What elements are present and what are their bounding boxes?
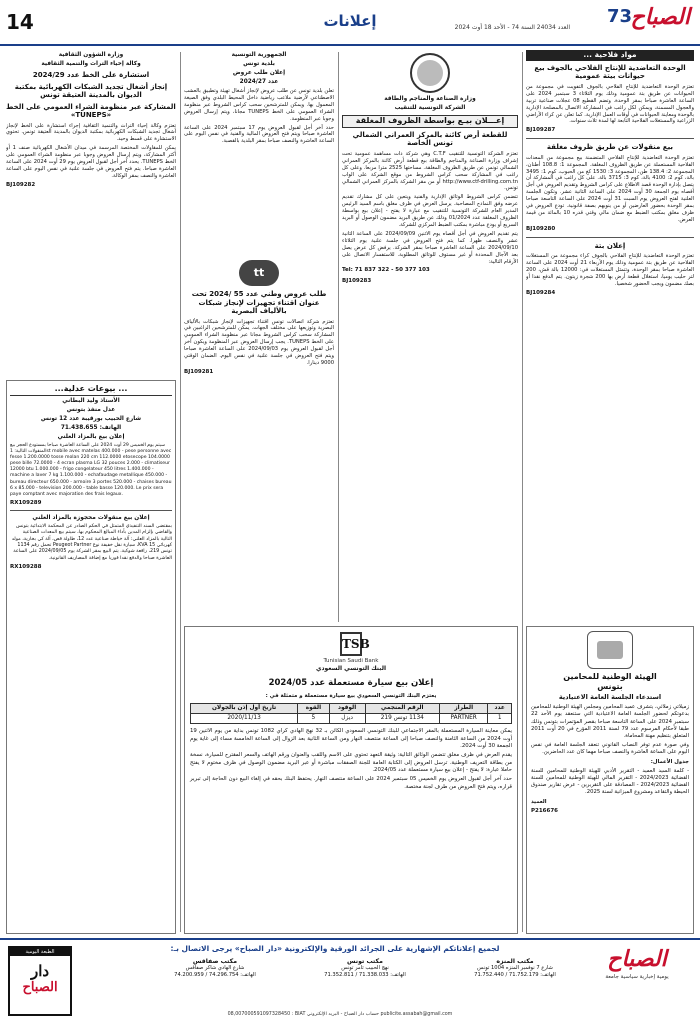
office-block: [455, 958, 575, 979]
office-phone: الهاتف: 74.296.754 / 74.200.959: [174, 972, 256, 978]
ad-body: يمكن للمقاولات المختصة المرسمة في ميدان الأشغال الكهربائية صنف 1 أو أكثر المشاركة، ويتم إرسال العروض وجوبا عبر منظومة الشراء العمومي على الخط TUNEPS. يحدد آخر أجل لقبول العروض يوم 29 أوت 2024 على الساعة العاشرة صباحا. يتم فتح العروض في جلسة علنية في نفس اليوم على الساعة العاشرة والنصف بمقر الوكالة.: [6, 145, 176, 179]
logo-anniversary-number: 73: [606, 6, 632, 27]
judicial-sales-box: [6, 380, 176, 934]
ad-title: طلب عروض وطني عدد 55 /2024 تحت عنوان اقتناء تجهيزات لإنجاز شبكات بالألياف البصرية: [191, 290, 327, 315]
agenda-items: - كلمة السيد العميد - التقرير الأدبي للهيئة الوطنية للمحامين للسنة القضائية 2024/2023 - التقرير المالي للهيئة الوطنية للمحامين للسنة القضائية 2024/2023 - المصادقة على التقريرين - عرض تقارير صندوق الحيطة والتقاعد ومشروع الميزانية لسنة 2025.: [531, 767, 689, 796]
page-header: [0, 0, 700, 46]
company-seal-icon: [410, 53, 450, 93]
table-cell: 1: [488, 714, 512, 724]
table-header-cell: عدد: [488, 703, 512, 713]
ad-reference: BJ109280: [526, 225, 556, 232]
office-phone: الهاتف: 71.752.179 / 71.752.440: [474, 972, 556, 978]
ad-reference: BJ109281: [184, 368, 214, 375]
ad-body: حدد آخر أجل لقبول العروض يوم الخميس 05 سبتمبر 2024 على الساعة منتصف النهار. يحتفظ البنك بحقه في إلغاء البيع دون الحاجة إلى تبرير قراره، ويتم فتح العروض من طرف لجنة مختصة.: [190, 776, 512, 790]
bailiff-address: شارع الحبيب بورقيبة عدد 12 تونس: [40, 416, 142, 422]
footer-headline: لجميع إعلاناتكم الإشهارية على الجرائد الورقية والإلكترونية «دار الصباح» يرجى الاتصال بـ:: [170, 944, 500, 953]
page-number: 14: [6, 10, 34, 34]
ad-reference: P216676: [531, 807, 558, 814]
office-title: مكتب المنزه: [496, 958, 534, 965]
column-divider: [338, 52, 339, 622]
ad-body: يقدم العرض في ظرف مغلق تتضمن الوثائق التالية: وثيقة التعهد تحتوي على الاسم واللقب والعنوان ورقم الهاتف والسعر المقترح للسيارة، نسخة من بطاقة التعريف الوطنية. ترسل العروض إلى الكتابة العامة للجنة الصفقات مباشرة أو عبر البريد مضمون الوصول في ظرف مختوم لا يفتح حاملا عبارة: لا يفتح - إعلان بيع سيارة مستعملة عدد 2024/05.: [190, 752, 512, 773]
bank-name-arabic: البنك التونسي السعودي: [315, 665, 387, 673]
tunisie-telecom-ad: [184, 256, 334, 621]
notice-title: إعلان بيع بالمزاد العلني: [57, 434, 125, 440]
municipality-name: بلدية تونس: [243, 61, 275, 67]
logo-text: الصباح: [630, 4, 690, 30]
table-cell: 2020/11/13: [191, 714, 298, 724]
sale-listing: بمقتضى السند التنفيذي المتمثل في الحكم الصادر عن المحكمة الابتدائية بتونس والقاضي بإلزام المدين بأداء المبالغ المحكوم بها، سيتم بيع المعدات الصناعية التالية بالمزاد العلني: آلة خياطة صناعية عدد 12، طاولة قص، آلة كي بخارية، مولد كهربائي 15 KVA، سيارة نقل خفيفة نوع Peugeot Partner تحمل رقم 1134 تونس 219، رافعة شوكية. يتم البيع بمقر الشركة يوم 2024/09/05 على الساعة العاشرة صباحا والدفع نقدا فوريا مع إضافة المصاريف القانونية.: [11, 523, 172, 561]
table-header-cell: القوة: [298, 703, 330, 713]
ad-reference: BJ109282: [6, 181, 36, 188]
lawyers-assembly-notice: [526, 626, 694, 934]
divider: [10, 510, 172, 511]
ad-title: استشارة على الخط عدد 2024/29: [32, 71, 150, 79]
ad-body: حدد آخر أجل لقبول العروض يوم 17 سبتمبر 2024 على الساعة العاشرة صباحا ويتم فتح العروض المالية والفنية في نفس اليوم على الساعة العاشرة والنصف صباحا بمقر البلدية بالقصبة.: [184, 124, 334, 145]
divider: [526, 138, 694, 139]
bank-logo-mark: TSB: [340, 632, 362, 656]
ad-title: بيع منقولات عن طريق ظروف مغلقة: [546, 143, 674, 152]
page-footer: [0, 938, 700, 1021]
contact-phones: Tel: 71 837 322 - 50 377 103: [342, 267, 430, 274]
company-name: الشركة التونسية للتنقيب: [394, 105, 466, 111]
ad-reference: RX109289: [10, 499, 42, 506]
edition-logo-word: دار: [30, 962, 50, 980]
ad-body: تتضمن كراس الشروط الوثائق الإدارية والفنية ويتعين على كل مشارك تقديم عرضه وفق النماذج المصاحبة. يرسل العرض في ظرف مغلق باسم السيد الرئيس المدير العام للشركة التونسية للتنقيب مع عبارة لا يفتح - إعلان بيع بواسطة الظروف المغلقة عدد 01/2024 وذلك عن طريق البريد مضمون الوصول أو البريد السريع أو يودع مباشرة بمكتب الضبط المركزي للشركة.: [342, 194, 518, 228]
footer-bank-account: 08,007000591097328450 : BIAT حساب دار الصباح - البريد الإلكتروني publicite.assabah@gmail.com: [227, 1012, 453, 1017]
ad-body: تعتزم الشركة التونسية للتنقيب C.T.F وهي شركة ذات مساهمة عمومية تحت إشراف وزارة الصناعة والمناجم والطاقة بيع قطعة أرض كائنة بالمركز العمراني الشمالي تونس عن طريق الظروف المغلقة. مساحتها 2525 مترا مربعا. وعلى كل راغب في المشاركة سحب كراس الشروط من موقع الشركة على الواب http://www.ctf-drilling.com.tn أو من مقر الشركة بالمركز العمراني الشمالي تونس.: [342, 150, 518, 192]
sales-heading: ... بيوعات عدلية...: [10, 384, 172, 396]
ad-body: تعتزم وكالة إحياء التراث والتنمية الثقافية إجراء استشارة على الخط لإنجاز أشغال تجديد الشبكات الكهربائية بمكتبة الديوان بالمدينة العتيقة تونس. تحتوي الاستشارة على قسط وحيد.: [6, 122, 176, 143]
footer-logo: [582, 946, 692, 980]
bar-association-logo-icon: [587, 631, 633, 669]
vehicle-table: [190, 703, 512, 725]
ad-subtitle: للقطعة أرض كائنة بالمركز العمراني الشمالي تونس الخاصة: [352, 130, 508, 148]
organization-name: الهيئة الوطنية للمحامين: [563, 672, 657, 681]
municipality-ad: [184, 50, 334, 250]
notice-body: زميلاتي زملائي، يتشرف عميد المحامين ومجلس الهيئة الوطنية للمحامين بدعوتكم لحضور الجلسة العامة الاعتيادية التي ستنعقد يوم الأحد 22 سبتمبر 2024 على الساعة التاسعة صباحا بقصر المؤتمرات بتونس وذلك طبقا لأحكام المرسوم عدد 79 لسنة 2011 المؤرخ في 20 أوت 2011 المتعلق بتنظيم مهنة المحاماة.: [531, 704, 689, 740]
notice-subtitle: استدعاء الجلسة العامة الاعتيادية: [558, 693, 662, 701]
ad-reference: BJ109287: [526, 127, 556, 134]
section-title: إعلانات: [323, 12, 377, 30]
office-title: مكتب صفاقس: [192, 958, 238, 965]
ad-intro: يعتزم البنك التونسي السعودي بيع سيارة مستعملة و متمثلة في :: [265, 692, 437, 699]
ad-subtitle: إنجاز أشغال تجديد الشبكات الكهربائية بمكتبة الديوان بالمدينة العتيقة تونس: [14, 82, 168, 99]
ad-reference: BJ109283: [342, 278, 372, 285]
ministry-name: وزارة الصناعة والمناجم والطاقة: [384, 96, 476, 102]
ad-subtitle: المشاركة عبر منظومة الشراء العمومي على الخط «TUNEPS»: [6, 102, 176, 119]
edition-logo-word: الصباح: [22, 980, 58, 995]
ad-body: يتم تقديم العروض في أجل أقصاه يوم الاثنين 2024/09/09 على الساعة الثانية عشر والنصف ظهرا. كما يتم فتح العروض في جلسة علنية يوم الثلاثاء 2024/09/10 على الساعة العاشرة صباحا بمقر الشركة. يرفض كل عرض يصل بعد الآجال المحددة أو غير مستوف للوثائق المطلوبة. للاستفسار الاتصال على الأرقام التالية:: [342, 230, 518, 265]
ad-reference: RX109288: [10, 564, 42, 571]
ad-reference: BJ109284: [526, 289, 556, 296]
table-row: [191, 714, 512, 724]
signature: العميد: [531, 798, 547, 805]
table-cell: 1134 تونس 219: [365, 714, 439, 724]
agricultural-ads-column: [526, 50, 694, 610]
divider: [526, 237, 694, 238]
tender-number: عدد 2024/27: [239, 79, 279, 85]
agency-name: وكالة إحياء التراث والتنمية الثقافية: [41, 61, 141, 67]
column-divider: [180, 52, 181, 932]
ad-body: تعتزم الوحدة التعاضدية للإنتاج الفلاحي بالجوف التفويت في مجموعة من الحيوانات عن طريق بتة عمومية وذلك يوم الثلاثاء 3 سبتمبر 2024 على الساعة العاشرة صباحا بمقر الوحدة. وتضم القطيع 08 عجلات صناعية تربية والعجول المسمنة، ويمكن لكل راغب في المشاركة الاتصال بالمصلحة الإدارية بالوحدة ومعاينة الحيوانات في أوقات العمل الإدارية. كما تعلن عن كراء الأراضي الزراعية والمستغلات الفلاحية التابعة لها لمدة ثلاث سنوات.: [526, 83, 694, 125]
table-header-cell: تاريخ أول إذن بالجولان: [191, 703, 298, 713]
table-cell: ديزل: [329, 714, 365, 724]
table-cell: 5: [298, 714, 330, 724]
office-address: شارع الهادي شاكر صفاقس: [185, 965, 245, 971]
ad-title: إعـــلان بيـع بواسطة الظروف المغلقة: [342, 115, 518, 128]
column-heading: مواد فلاحية ...: [526, 50, 694, 61]
issue-info: العدد 24034 السنة 74 - الأحد 18 أوت 2024: [454, 24, 570, 31]
bank-name-english: Tunisian Saudi Bank: [323, 658, 379, 664]
ad-body: تعلن بلدية تونس عن طلب عروض لإنجاز أشغال تهيئة وتطبيق بالعشب الاصطناعي لأرضية ملاعب رياضية داخل المحيط البلدي وفق الصيغة المعمول بها. ويمكن للمترشحين سحب كراس الشروط عبر منظومة الشراء العمومي على الخط TUNEPS مجانا، ويتم إرسال العروض وجوبا عبر المنظومة.: [184, 88, 334, 122]
table-header-cell: الطراز: [440, 703, 488, 713]
ad-body: تعتزم الوحدة التعاضدية للإنتاج الفلاحي المتضمنة بيع مجموعة من المعدات الفلاحية المستعملة عن طريق الظروف المغلقة. المجموعة 1: 108.8 أطنان، المجموعة 2: 138.4 طن، المجموعة 3: 1530 كغ من الحبوب، كوم 1: 3495 بالة، كوم 2: 4100 بالة، كوم 3: 3715 بالة. على كل راغب في المشاركة أن يتصل بإدارة الوحدة قصد الاطلاع على كراس الشروط وتقديم العروض في أجل أقصاه يوم الجمعة 30 أوت 2024 على الساعة الثانية عشر. وتكون الجلسة العلنية لفتح العروض يوم السبت 31 أوت 2024 على الساعة التاسعة صباحا بمقر الوحدة بحضور العارضين أو من ينوبهم بصفة قانونية. تودع العروض في ظرف مغلق بمكتب الضبط مع ضمان مالي وقتي قدره 10 بالمائة من قيمة العرض.: [526, 154, 694, 223]
organization-city: بتونس: [597, 682, 623, 691]
notice-title: إعلان بيع منقولات محجوزة بالمزاد العلني: [32, 514, 150, 521]
table-cell: PARTNER: [440, 714, 488, 724]
sale-listing: سيتم يوم الخميس 29 أوت 2024 على الساعة العاشرة صباحا بمستودع الحجز بيع المنقولات التالية: 1st mobile avec matelas 400.000 - pese personne avec fesse 1.200.0000 tosse molan 220 cm 112.0000 etosecope 104.0000 pese bille 72.0000 - 4 ecran plasma LG 32 pouces 2.000 - climatiseur 12000 btu 1.000.000 - frigo congelateur 450 litres 1.400.000 - machine a laver 7 kg 1.100.000 - echafaudage metallique 450.000 - bureau directeur 650.000 - armoire 3 portes 520.000 - chaises bureau 6 x 85.000 - television 200.000 - table basse 120.000. Le prix sera paye comptant avec majoration des frais legaux.: [10, 443, 172, 497]
notice-body: وفي صورة عدم توفر النصاب القانوني تنعقد الجلسة العامة في نفس اليوم على الساعة العاشرة والنصف صباحا مهما كان عدد الحاضرين.: [531, 742, 689, 756]
bank-car-sale-ad: [184, 626, 518, 934]
office-phone: الهاتف: 71.338.033 / 71.352.811: [324, 972, 406, 978]
bailiff-name: الأستاذ وليد البطاني: [62, 398, 120, 404]
government-name: الجمهورية التونسية: [231, 52, 287, 58]
column-divider: [522, 52, 523, 932]
ad-body: تعتزم شركة اتصالات تونس اقتناء تجهيزات لإنجاز شبكات بالألياف البصرية وتوزيعها على مختلف الجهات. يمكن للمترشحين الراغبين في المشاركة سحب كراس الشروط مجانا عبر منظومة الشراء العمومي على الخط TUNEPS. يجب إرسال العروض عبر المنظومة ويكون آخر أجل لقبول العروض يوم 2024/09/03 على الساعة العاشرة صباحا ويتم فتح العروض في جلسة علنية في نفس اليوم. الضمان الوقتي 9000 دينارا.: [184, 318, 334, 366]
edition-logo: [8, 946, 72, 1016]
office-title: مكتب تونس: [347, 958, 383, 965]
ad-title: إعلان بتة: [594, 241, 626, 250]
bailiff-phone: الهاتف: 71.438.655: [60, 425, 122, 431]
tunisie-telecom-logo: tt: [239, 260, 279, 286]
newspaper-logo: [570, 4, 690, 42]
office-address: نهج الحبيب ثامر تونس: [341, 965, 389, 971]
agenda-title: جدول الأعمال:: [650, 758, 689, 765]
ad-title: إعلان بيع سيارة مستعملة عدد 2024/05: [268, 677, 434, 688]
ad-body: يمكن معاينة السيارة المستعملة بالمقر الاجتماعي للبنك التونسي السعودي الكائن بـ 32 نهج الهادي كراي 1082 تونس بداية من يوم الاثنين 19 أوت 2024 من الساعة الثامنة والنصف صباحا إلى الساعة منتصف النهار ومن الساعة الثانية بعد الزوال إلى الساعة الخامسة مساء إلى غاية يوم الجمعة 30 أوت 2024.: [190, 728, 513, 750]
footer-logo-text: الصباح: [607, 946, 667, 972]
bailiff-title: عدل منفذ بتونس: [66, 407, 116, 413]
bank-logo: [190, 632, 512, 656]
drilling-company-ad: [342, 50, 518, 610]
ad-body: تعتزم الوحدة التعاضدية للإنتاج الفلاحي بالجوف كراء مجموعة من المستغلات الفلاحية عن طريق بتة عمومية وذلك يوم الأربعاء 21 أوت 2024 على الساعة العاشرة صباحا بمقر الوحدة، وتتمثل المستغلات في: 12000 بالة قش، 200 لتر حليب يوميا، استغلال قطعة أرض بها 200 شجرة زيتون. يتم الدفع نقدا أو بصك مضمون ويجب الحضور شخصيا.: [526, 253, 694, 287]
office-block: [305, 958, 425, 979]
table-header-cell: الرقم المنجمي: [365, 703, 439, 713]
culture-ministry-ad: [6, 50, 176, 370]
office-address: شارع 7 نوفمبر المنزه 1004 تونس: [477, 965, 553, 971]
tender-label: إعلان طلب عروض: [232, 70, 286, 76]
footer-logo-tagline: يومية إخبارية سياسية جامعة: [605, 974, 669, 980]
office-block: [155, 958, 275, 979]
edition-label: الطبعة اليومية: [10, 948, 70, 956]
ministry-name: وزارة الشؤون الثقافية: [58, 52, 124, 58]
table-header-cell: الوقود: [329, 703, 365, 713]
ad-title: الوحدة التعاضدية للإنتاج الفلاحي بالجوف بيع حيوانات بيتة عمومية: [534, 63, 686, 81]
